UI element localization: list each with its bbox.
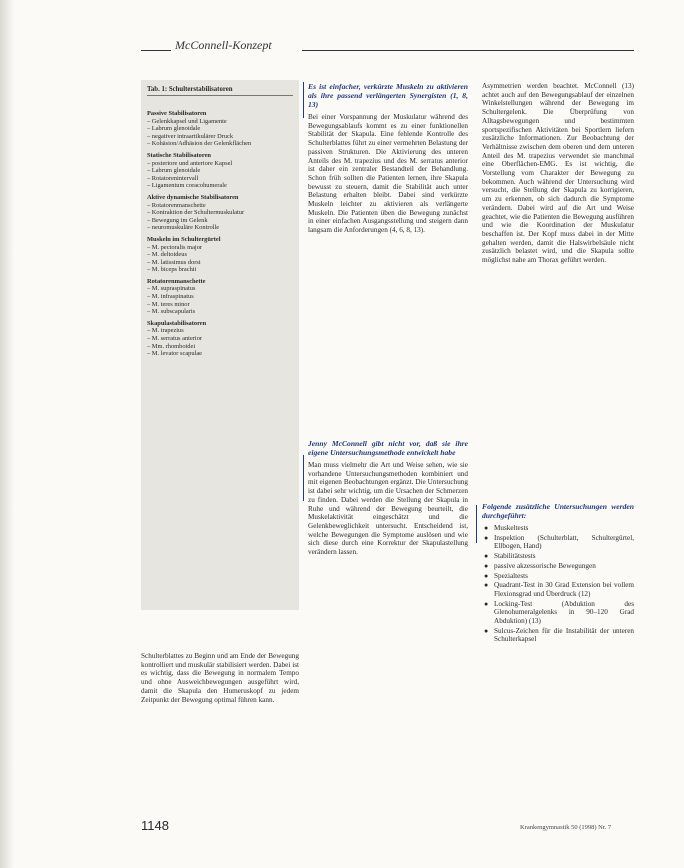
table-group <box>147 110 293 148</box>
group-item: – M. infraspinatus <box>147 293 194 301</box>
group-item: – M. biceps brachii <box>147 266 197 274</box>
running-header: McConnell-Konzept <box>175 38 272 52</box>
group-item: – M. subscapularis <box>147 308 196 316</box>
group-item: – Kontraktion der Schultermuskulatur <box>147 209 245 217</box>
section-heading: Jenny McConnell gibt nicht vor, daß sie ihre eigene Untersuchungsmethode entwickelt habe <box>308 439 468 457</box>
paragraph: Bei einer Vorspannung der Muskulatur während des Bewegungsablaufs kommt es zu einer funktionellen Stabilität der Skapula. Eine fehlende Kontrolle des Schulterblattes führt zu einer vermehrten Belastung der passiven Strukturen. Die Aktivierung des unteren Anteils des M. trapezius und des M. serratus anterior ist daher ein zentraler Bestandteil der Behandlung. Schon früh sollten die Patienten lernen, ihre Skapula bewusst zu steuern, damit die Stabilität auch unter Belastung erhalten bleibt. Dabei sind verkürzte Muskeln leichter zu aktivieren als verlängerte Muskeln. Die Patienten üben die Bewegung zunächst in einer einfachen Ausgangsstellung und steigern dann langsam die Anforderungen (4, 6, 8, 13). <box>308 113 468 235</box>
group-item: – Rotatorenmanschette <box>147 201 206 209</box>
heading-accent-bar <box>303 82 304 118</box>
group-item: – posteriore und anteriore Kapsel <box>147 159 233 167</box>
list-item: ● Quadrant-Test in 30 Grad Extension bei vollem Flexionsgrad und Überdruck (12) <box>484 581 634 598</box>
group-item: – M. supraspinatus <box>147 285 196 293</box>
group-title: Statische Stabilisatoren <box>147 151 211 159</box>
journal-footer: Krankengymnastik 50 (1998) Nr. 7 <box>520 824 612 831</box>
table-group <box>147 194 293 232</box>
group-title: Skapulastabilisatoren <box>147 319 207 327</box>
group-item: – M. levator scapulae <box>147 350 203 358</box>
table-body <box>147 106 293 358</box>
bullet-icon: ● <box>484 561 489 570</box>
group-item: – M. teres minor <box>147 300 190 308</box>
section-heading: Folgende zusätzliche Untersuchungen werden durchgeführt: <box>482 502 634 520</box>
findings-list <box>482 524 634 644</box>
table-group <box>147 152 293 190</box>
group-item: – neuromuskuläre Kontrolle <box>147 224 220 232</box>
table-group <box>147 320 293 358</box>
column-1-text: Schulterblattes zu Beginn und am Ende der Bewegung kontrolliert und muskulär stabilisiert werden. Dabei ist es wichtig, dass die Bewegung in normalem Tempo und ohne Ausweichbewegungen ausgeführt wird, damit die Skapula den Humeruskopf zu jedem Zeitpunkt der Bewegung optimal führen kann. <box>141 652 299 704</box>
list-item: ● passive akzessorische Bewegungen <box>484 561 596 570</box>
group-title: Passive Stabilisatoren <box>147 110 207 117</box>
table-group <box>147 278 293 316</box>
group-item: – Gelenkkapsel und Ligamente <box>147 117 227 125</box>
group-item: – M. pectoralis major <box>147 243 203 251</box>
bullet-icon: ● <box>484 533 489 542</box>
section-heading: Es ist einfacher, verkürzte Muskeln zu aktivieren als ihre passend verlängerten Synergisten (1, 8, 13) <box>308 82 468 109</box>
paragraph: Man muss vielmehr die Art und Weise sehen, wie sie vorhandene Untersuchungsmethoden kombiniert und mit eigenen Beobachtungen ergänzt. Die Untersuchung ist dabei sehr wichtig, um die Ursachen der Schmerzen zu finden. Dabei werden die Stellung der Skapula in Ruhe und während der Bewegung beurteilt, die Muskelaktivität eingeschätzt und die Gelenkbeweglichkeit untersucht. Entscheidend ist, welche Bewegungen die Symptome auslösen und wie sich diese durch eine Korrektur der Skapulastellung verändern lassen. <box>308 461 468 557</box>
group-item: – Labrum glenoidale <box>147 167 201 175</box>
bullet-icon: ● <box>484 552 489 561</box>
heading-accent-bar <box>303 455 304 501</box>
page-shadow <box>0 0 14 868</box>
group-item: – Mm. rhomboidei <box>147 342 196 350</box>
bullet-icon: ● <box>484 599 489 608</box>
group-item: – M. latissimus dorsi <box>147 258 201 266</box>
header-rule-right <box>302 50 634 51</box>
column-3 <box>482 82 634 802</box>
table-box <box>141 80 299 610</box>
bullet-icon: ● <box>484 571 489 580</box>
group-item: – M. deltoideus <box>147 251 187 259</box>
paragraph: Asymmetrien werden beachtet. McConnell (13) achtet auch auf den Bewegungsablauf der einzelnen Winkelstellungen während der Bewegung im Schultergelenk. Die Überprüfung von Alltagsbewegungen und bestimmten sportspezifischen Aktivitäten bei Sportlern liefern zusätzliche Informationen. Zur Beobachtung der Verhältnisse zwischen dem oberen und dem unteren Anteil des M. trapezius verwendet sie manchmal eine Oberflächen-EMG. Es ist wichtig, die Vorstellung vom Charakter der Bewegung zu bekommen. Auch während der Untersuchung wird versucht, die Stellung der Skapula zu korrigieren, um zu erkennen, ob sich dadurch die Symptome verändern. Dabei wird auf die Art und Weise geachtet, wie die Patienten die Bewegung ausführen und wie die Koordination der Muskulatur beschaffen ist. Der Kopf muss dabei in der Mitte gehalten werden, damit die Halswirbelsäule nicht zusätzlich belastet wird, und die Skapula sollte möglichst nahe am Thorax geführt werden. <box>482 82 634 265</box>
group-item: – M. serratus anterior <box>147 335 203 343</box>
list-item: ● Locking-Test (Abduktion des Glenohumeralgelenks in 90–120 Grad Abduktion) (13) <box>484 599 634 626</box>
column-2 <box>308 82 468 802</box>
group-item: – Ligamentum coracohumerale <box>147 182 227 190</box>
group-item: – Bewegung im Gelenk <box>147 216 208 224</box>
group-title: Muskeln im Schultergürtel <box>147 235 221 243</box>
group-item: – negativer intraartikulärer Druck <box>147 132 234 140</box>
group-item: – Rotatorenintervall <box>147 174 199 182</box>
table-caption: Tab. 1: Schulterstabilisatoren <box>147 86 293 96</box>
heading-accent-bar <box>476 505 477 543</box>
list-item: ● Inspektion (Schulterblatt, Schultergürtel, Ellbogen, Hand) <box>484 533 634 551</box>
list-item: ● Muskeltests <box>484 524 529 532</box>
table-group <box>147 236 293 274</box>
group-item: – Labrum glenoidale <box>147 125 201 133</box>
group-title: Rotatorenmanschette <box>147 277 206 285</box>
page-number: 1148 <box>141 818 169 833</box>
list-item: ● Stabilitätstests <box>484 552 536 561</box>
bullet-icon: ● <box>484 524 489 532</box>
bullet-icon: ● <box>484 626 489 635</box>
group-item: – Kohäsion/Adhäsion der Gelenkflächen <box>147 140 252 148</box>
bullet-icon: ● <box>484 581 489 590</box>
group-title: Aktive dynamische Stabilisatoren <box>147 193 239 201</box>
group-item: – M. trapezius <box>147 327 184 335</box>
list-item: ● Sulcus-Zeichen für die Instabilität der unteren Schulterkapsel <box>484 626 634 644</box>
header-rule-left <box>141 50 171 51</box>
list-item: ● Spezialtests <box>484 571 528 580</box>
